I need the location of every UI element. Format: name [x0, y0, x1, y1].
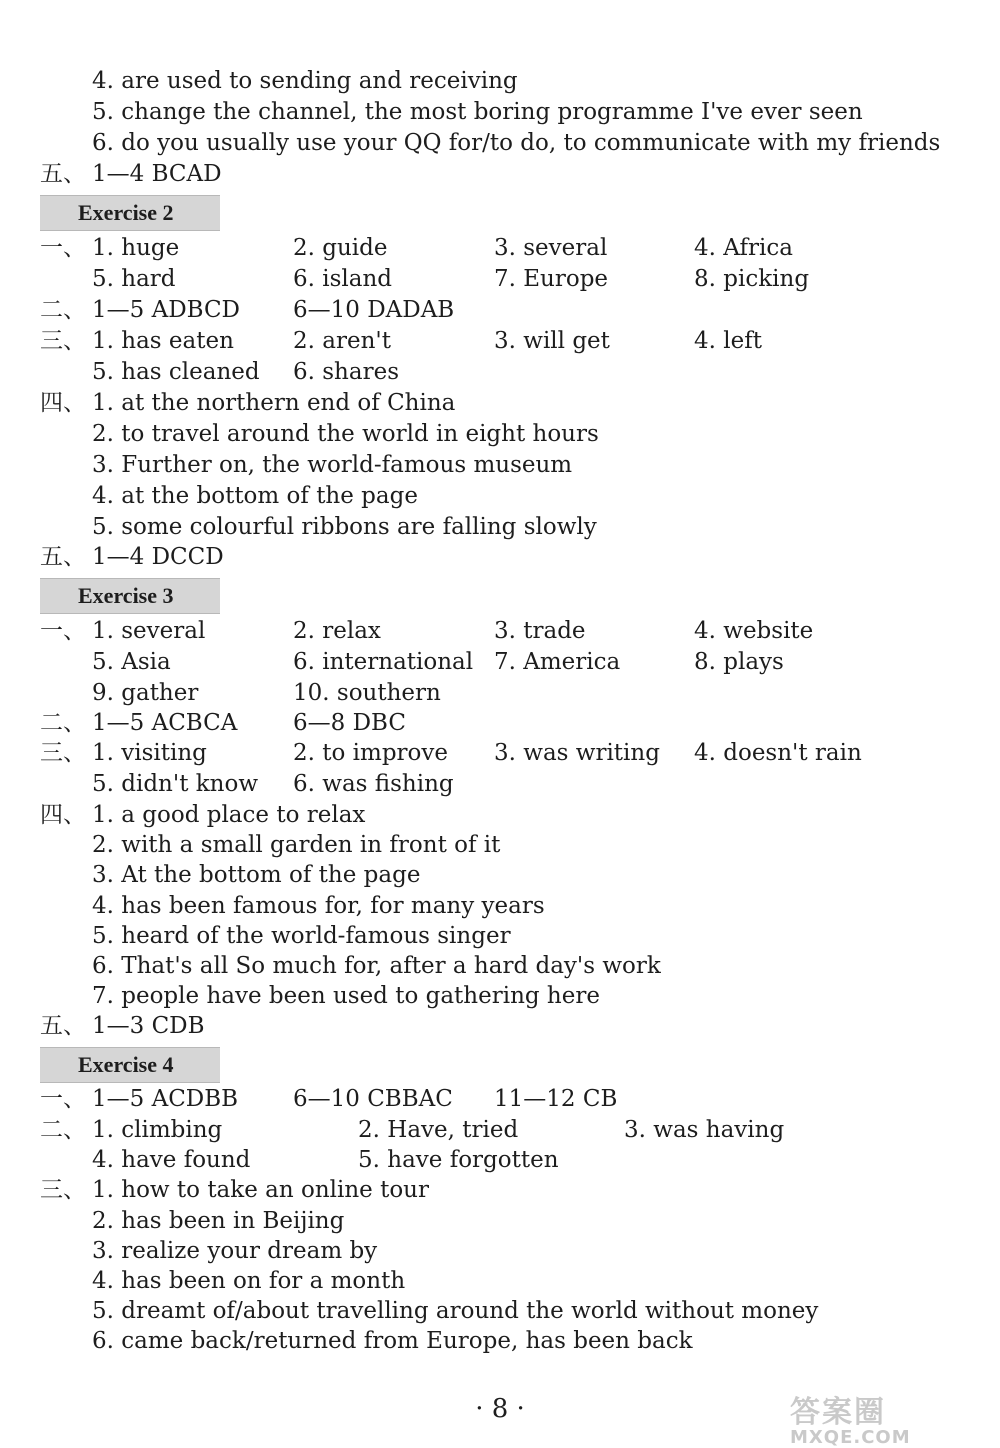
exercise-2-heading: Exercise 2 [40, 195, 220, 231]
answer-page: 4. are used to sending and receiving 5. change the channel, the most boring programme I've ever seen 6. do you usually use your QQ for/to do, to communicate with my friends 五、 1—4 BCAD Exercise 2 一、 1. huge 2. guide 3. several 4. Africa 5. hard 6. island 7. Europe 8. picking 二、 1—5 ADBCD 6—10 DADAB 三、 1. has eaten 2. aren't 3. will get 4. left 5. has cleaned 6. shares 四、 1. at the northern end of China 2. to travel around the world in eight hours 3. Further on, the world-famous museum 4. at the bottom of the page 5. some colourful ribbons are falling slowly 五、 1—4 DCCD Exercise 3 一、 1. several 2. relax 3. trade 4. website 5. Asia 6. international 7. America 8. plays 9. gather 10. southern 二、 1—5 ACBCA 6—8 DBC 三、 1. visiting 2. to improve 3. was writing 4. doesn't rain 5. didn't know 6. was fishing 四、 1. a good place to relax 2. with a small garden in front of it 3. At the bottom of the page 4. has been famous for, for many years 5. heard of the world-famous singer 6. That's all So much for, after a hard day's work 7. people have been used to gathering here 五、 1—3 CDB Exercise 4 一、 1—5 ACDBB 6—10 CBBAC 11—12 CB 二、 1. climbing 2. Have, tried 3. was having 4. have found 5. have forgotten 三、 1. how to take an online tour 2. has been in Beijing 3. realize your dream by 4. has been on for a month 5. dreamt of/about travelling around the world without money 6. came back/returned from Europe, has been back · 8 · 答案圈 MXQE.COM [0, 0, 1000, 1448]
exercise-3-heading: Exercise 3 [40, 578, 220, 614]
page-number: · 8 · [475, 1394, 525, 1424]
exercise-4-heading: Exercise 4 [40, 1047, 220, 1083]
watermark-logo: 答案圈 MXQE.COM [790, 1395, 911, 1448]
